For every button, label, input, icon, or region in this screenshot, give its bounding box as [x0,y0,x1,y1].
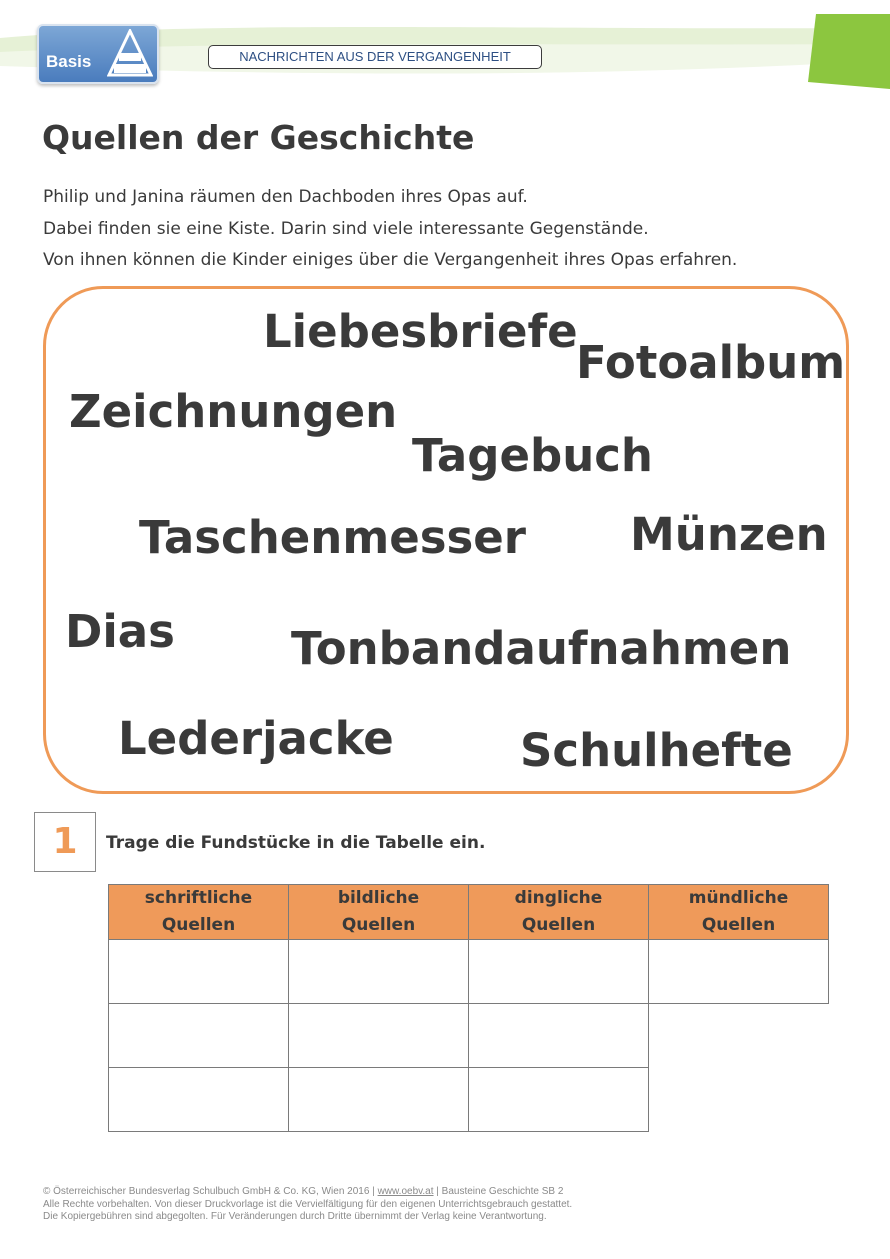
header-written-sources: schriftliche Quellen [109,885,289,940]
intro-line: Philip und Janina räumen den Dachboden ihres Opas auf. [43,187,528,207]
footer-line: Alle Rechte vorbehalten. Von dieser Druckvorlage ist die Vervielfältigung für den eigenen Unterrichtsgebrauch gestattet. [43,1198,573,1210]
table-row [109,940,829,1004]
section-title: NACHRICHTEN AUS DER VERGANGENHEIT [208,45,542,69]
answer-cell[interactable] [649,940,829,1004]
word-tagebuch: Tagebuch [412,429,653,482]
table-row [109,1004,829,1068]
header-image-sources: bildliche Quellen [289,885,469,940]
word-schulhefte: Schulhefte [520,724,793,777]
copyright-footer [43,1186,572,1224]
header-object-sources: dingliche Quellen [469,885,649,940]
word-taschenmesser: Taschenmesser [139,511,527,564]
pyramid-icon [107,29,153,79]
badge-label: Basis [46,52,92,71]
word-tonbandaufnahmen: Tonbandaufnahmen [291,622,792,675]
answer-cell[interactable] [289,1068,469,1132]
word-lederjacke: Lederjacke [118,712,394,765]
intro-text [43,182,737,277]
publisher-link[interactable]: www.oebv.at [377,1186,434,1197]
answer-cell[interactable] [109,940,289,1004]
intro-line: Von ihnen können die Kinder einiges über die Vergangenheit ihres Opas erfahren. [43,250,738,270]
answer-cell[interactable] [469,940,649,1004]
intro-line: Dabei finden sie eine Kiste. Darin sind viele interessante Gegenstände. [43,218,649,239]
header-oral-sources: mündliche Quellen [649,885,829,940]
blank-area [649,1004,829,1068]
footer-line: © Österreichischer Bundesverlag Schulbuch GmbH & Co. KG, Wien 2016 | www.oebv.at | Bausteine Geschichte SB 2 [43,1186,564,1197]
answer-cell[interactable] [469,1004,649,1068]
answer-cell[interactable] [469,1068,649,1132]
blank-area [649,1068,829,1132]
task-instruction: Trage die Fundstücke in die Tabelle ein. [106,833,486,853]
answer-cell[interactable] [109,1068,289,1132]
task-number: 1 [34,812,96,872]
sources-table [108,884,829,1132]
answer-cell[interactable] [289,1004,469,1068]
page-title: Quellen der Geschichte [42,118,475,157]
word-muenzen: Münzen [630,508,828,561]
green-corner-shape [808,14,890,89]
answer-cell[interactable] [109,1004,289,1068]
table-header-row [109,885,829,940]
footer-line: Die Kopiergebühren sind abgegolten. Für Veränderungen durch Dritte übernimmt der Verlag keine Verantwortung. [43,1211,547,1222]
word-fotoalbum: Fotoalbum [576,336,846,389]
answer-cell[interactable] [289,940,469,1004]
word-zeichnungen: Zeichnungen [69,385,398,438]
word-liebesbriefe: Liebesbriefe [263,305,578,358]
table-row [109,1068,829,1132]
level-badge [37,24,159,84]
word-dias: Dias [65,605,175,658]
